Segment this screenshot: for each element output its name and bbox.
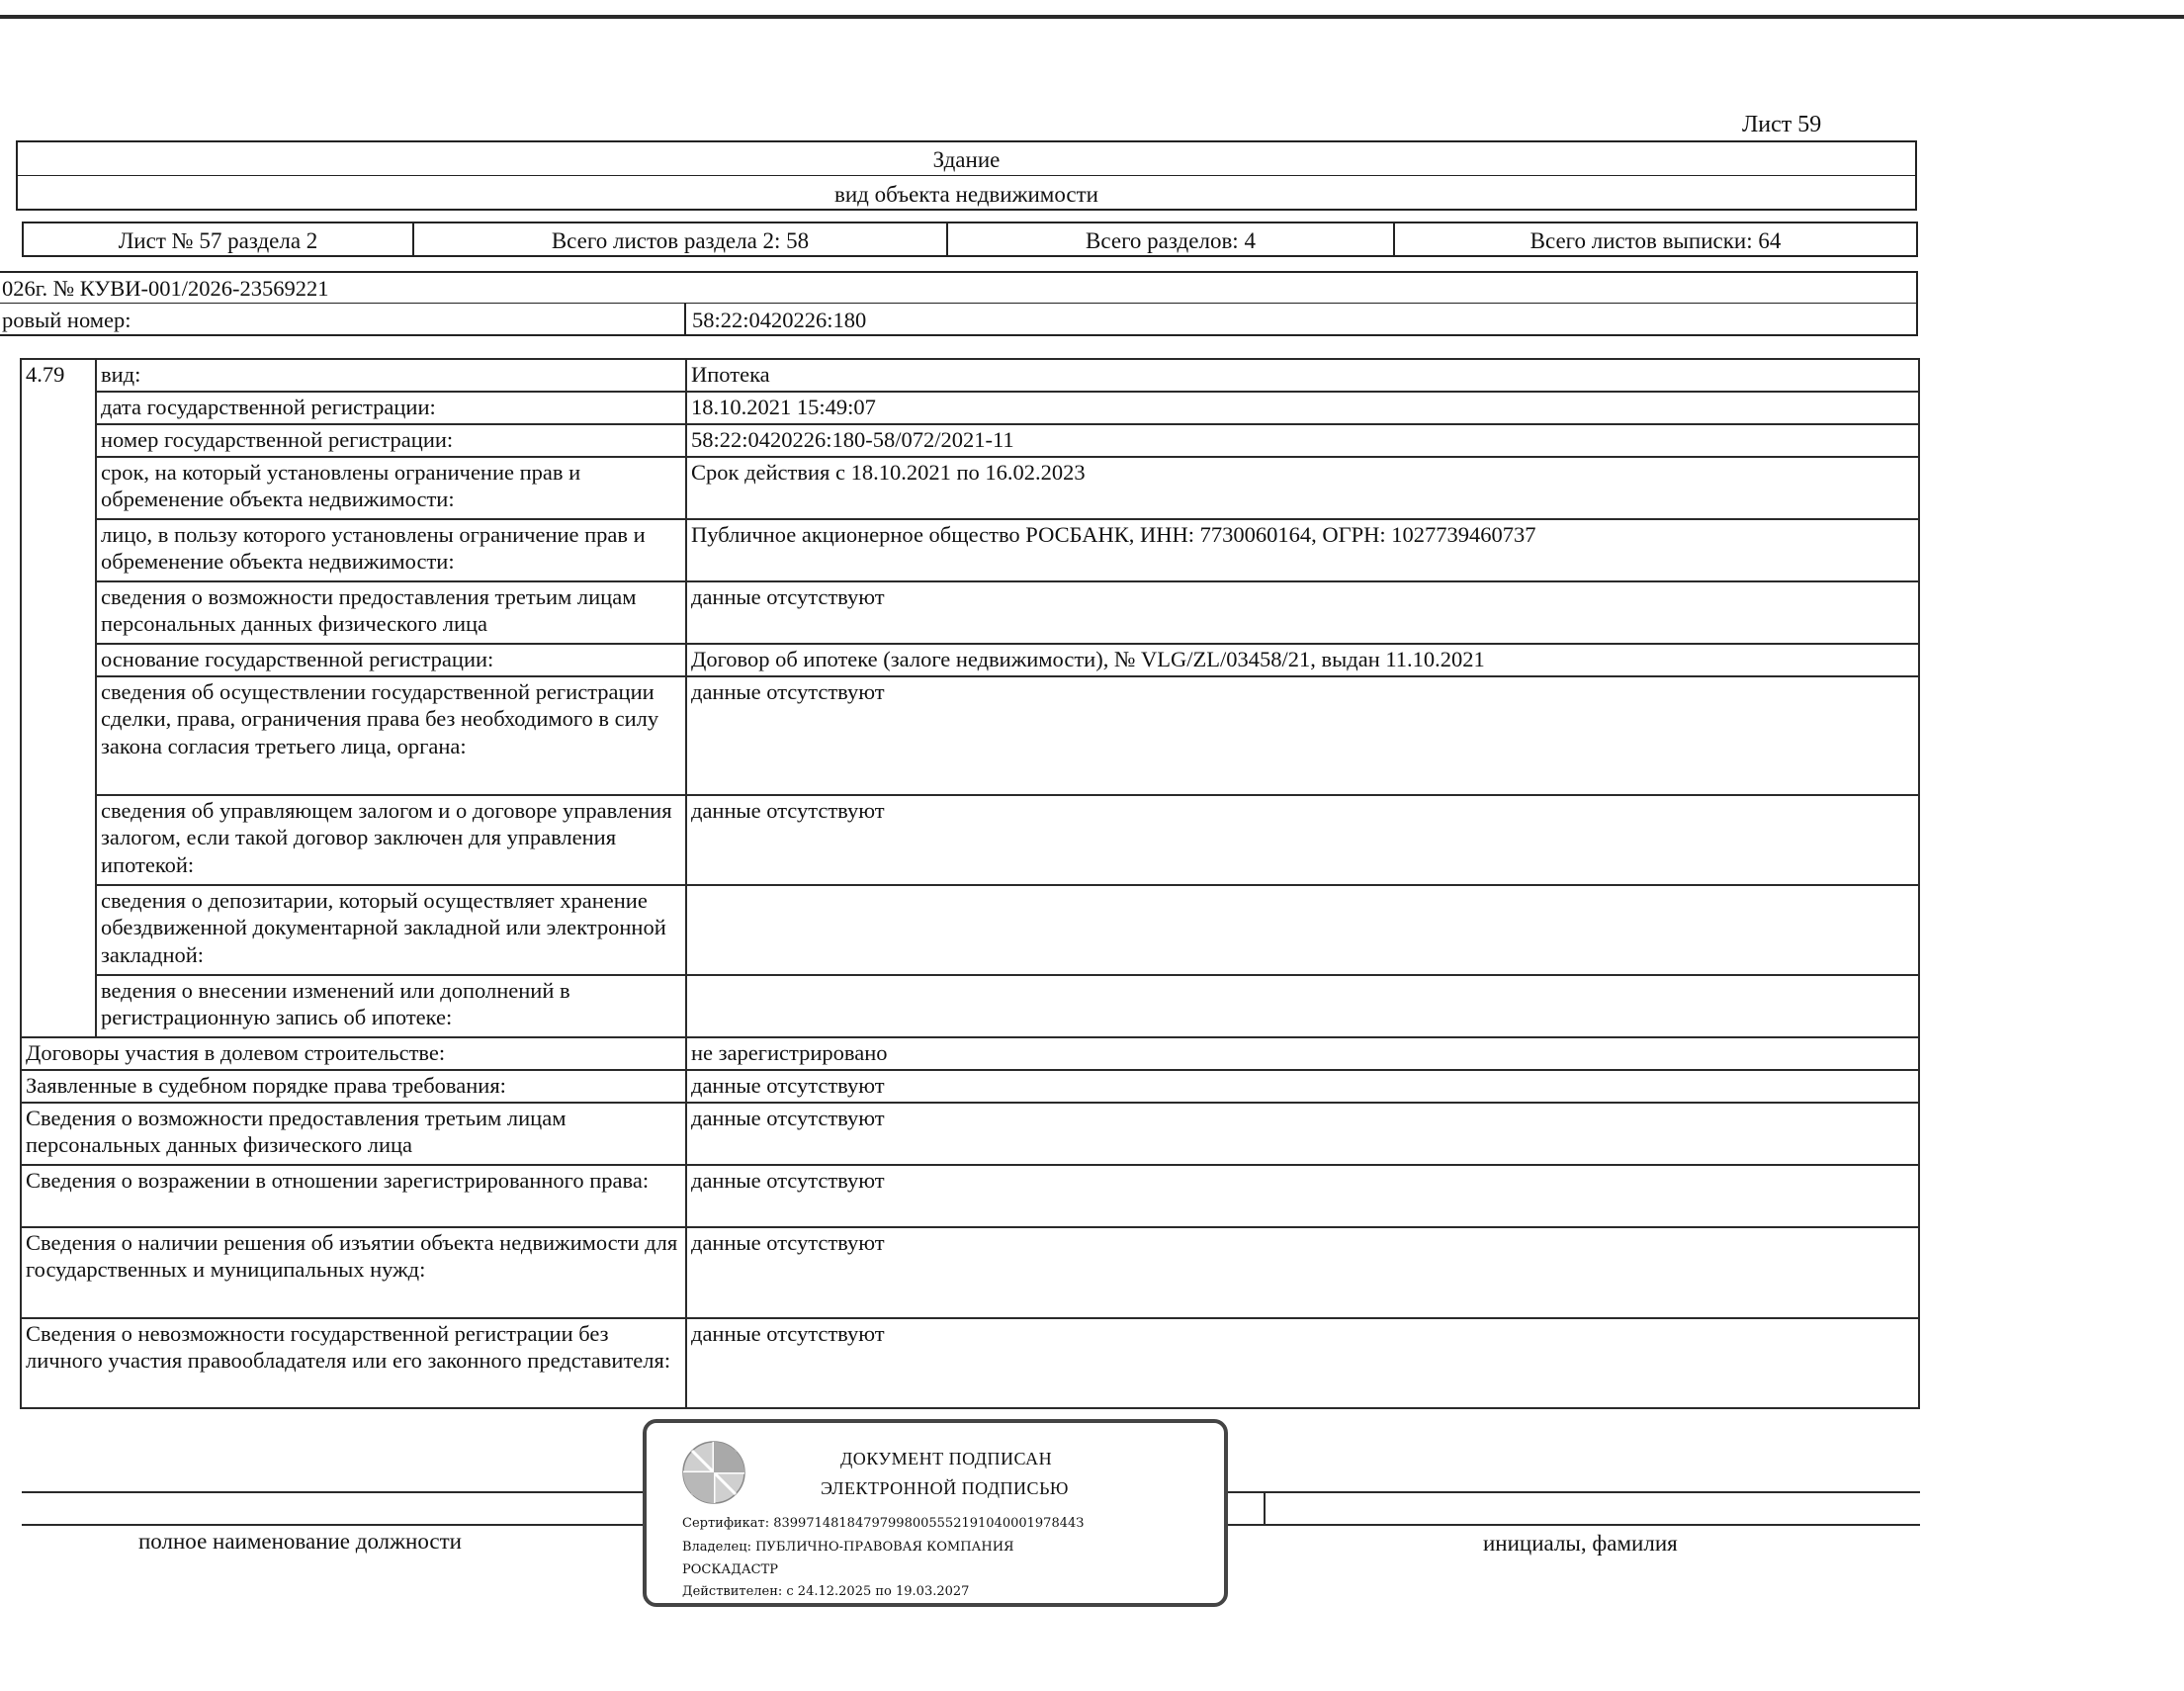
row-value: данные отсутствуют xyxy=(686,581,1919,644)
row-label: сведения о депозитарии, который осуществляет хранение обездвиженной документарной закладной или электронной закладной: xyxy=(96,885,686,975)
table-row xyxy=(21,359,1919,392)
signature-divider xyxy=(1264,1491,1266,1526)
electronic-signature-stamp xyxy=(643,1419,1228,1607)
row-value xyxy=(686,885,1919,975)
row-value: данные отсутствуют xyxy=(686,795,1919,885)
row-label: Сведения о возможности предоставления третьим лицам персональных данных физического лица xyxy=(21,1103,686,1165)
row-value: Публичное акционерное общество РОСБАНК, ИНН: 7730060164, ОГРН: 1027739460737 xyxy=(686,519,1919,581)
top-rule xyxy=(0,15,2184,19)
row-label: сведения о возможности предоставления третьим лицам персональных данных физического лица xyxy=(96,581,686,644)
name-caption: инициалы, фамилия xyxy=(1483,1531,1678,1556)
extract-reference: 026г. № КУВИ-001/2026-23569221 xyxy=(0,273,1916,304)
stamp-line-2: ЭЛЕКТРОННОЙ ПОДПИСЬЮ xyxy=(821,1478,1069,1498)
sheet-number: Лист № 57 раздела 2 xyxy=(24,223,414,255)
row-label: номер государственной регистрации: xyxy=(96,424,686,457)
sheet-info-bar xyxy=(22,222,1918,257)
table-row xyxy=(21,457,1919,519)
cadastral-value: 58:22:0420226:180 xyxy=(684,304,866,335)
rosreestr-emblem-icon xyxy=(680,1439,747,1506)
total-sections: Всего разделов: 4 xyxy=(948,223,1395,255)
row-value: Срок действия с 18.10.2021 по 16.02.2023 xyxy=(686,457,1919,519)
table-row xyxy=(21,581,1919,644)
total-sheets-extract: Всего листов выписки: 64 xyxy=(1529,228,1782,253)
encumbrance-table xyxy=(20,358,1920,1409)
stamp-owner: Владелец: ПУБЛИЧНО-ПРАВОВАЯ КОМПАНИЯ xyxy=(682,1540,1014,1555)
table-row xyxy=(21,1103,1919,1165)
object-type-title: Здание xyxy=(16,140,1917,176)
encumbrance-number: 4.79 xyxy=(21,359,96,1037)
table-row xyxy=(21,1165,1919,1227)
row-value: не зарегистрировано xyxy=(686,1037,1919,1070)
table-row xyxy=(21,519,1919,581)
row-label: дата государственной регистрации: xyxy=(96,392,686,424)
row-label: Сведения о наличии решения об изъятии объекта недвижимости для государственных и муниципальных нужд: xyxy=(21,1227,686,1318)
row-label: Сведения о невозможности государственной регистрации без личного участия правообладателя или его законного представителя: xyxy=(21,1318,686,1408)
row-value: данные отсутствуют xyxy=(686,1318,1919,1408)
table-row xyxy=(21,1037,1919,1070)
table-row xyxy=(21,1318,1919,1408)
cadastral-label: ровый номер: xyxy=(2,308,131,332)
row-value: данные отсутствуют xyxy=(686,676,1919,795)
row-value: 18.10.2021 15:49:07 xyxy=(686,392,1919,424)
row-label: вид: xyxy=(96,359,686,392)
table-row xyxy=(21,392,1919,424)
table-row xyxy=(21,424,1919,457)
table-row xyxy=(21,885,1919,975)
stamp-validity: Действителен: с 24.12.2025 по 19.03.2027 xyxy=(682,1584,970,1599)
stamp-certificate: Сертификат: 8399714818479799800555219104000197844З xyxy=(682,1516,1085,1531)
table-row xyxy=(21,795,1919,885)
sheet-label: Лист 59 xyxy=(1742,112,1822,137)
table-row xyxy=(21,975,1919,1037)
row-value: данные отсутствуют xyxy=(686,1070,1919,1103)
stamp-line-1: ДОКУМЕНТ ПОДПИСАН xyxy=(840,1449,1053,1468)
row-value: Договор об ипотеке (залоге недвижимости), № VLG/ZL/03458/21, выдан 11.10.2021 xyxy=(686,644,1919,676)
row-value: данные отсутствуют xyxy=(686,1227,1919,1318)
total-sheets-section: Всего листов раздела 2: 58 xyxy=(414,223,948,255)
row-value: Ипотека xyxy=(686,359,1919,392)
row-label: Сведения о возражении в отношении зарегистрированного права: xyxy=(21,1165,686,1227)
row-label: лицо, в пользу которого установлены ограничение прав и обременение объекта недвижимости: xyxy=(96,519,686,581)
position-caption: полное наименование должности xyxy=(138,1529,462,1554)
row-value xyxy=(686,975,1919,1037)
row-label: ведения о внесении изменений или дополнений в регистрационную запись об ипотеке: xyxy=(96,975,686,1037)
row-label: Заявленные в судебном порядке права требования: xyxy=(21,1070,686,1103)
row-label: основание государственной регистрации: xyxy=(96,644,686,676)
table-row xyxy=(21,1070,1919,1103)
row-label: сведения об осуществлении государственной регистрации сделки, права, ограничения права без необходимого в силу закона согласия третьего лица, органа: xyxy=(96,676,686,795)
row-value: данные отсутствуют xyxy=(686,1165,1919,1227)
row-label: сведения об управляющем залогом и о договоре управления залогом, если такой договор заключен для управления ипотекой: xyxy=(96,795,686,885)
stamp-owner-name: РОСКАДАСТР xyxy=(682,1562,779,1577)
cadastral-row xyxy=(0,304,1916,335)
row-label: срок, на который установлены ограничение прав и обременение объекта недвижимости: xyxy=(96,457,686,519)
object-type-caption: вид объекта недвижимости xyxy=(16,175,1917,211)
table-row xyxy=(21,644,1919,676)
row-label: Договоры участия в долевом строительстве: xyxy=(21,1037,686,1070)
row-value: 58:22:0420226:180-58/072/2021-11 xyxy=(686,424,1919,457)
table-row xyxy=(21,1227,1919,1318)
table-row xyxy=(21,676,1919,795)
row-value: данные отсутствуют xyxy=(686,1103,1919,1165)
reference-block xyxy=(0,271,1918,336)
